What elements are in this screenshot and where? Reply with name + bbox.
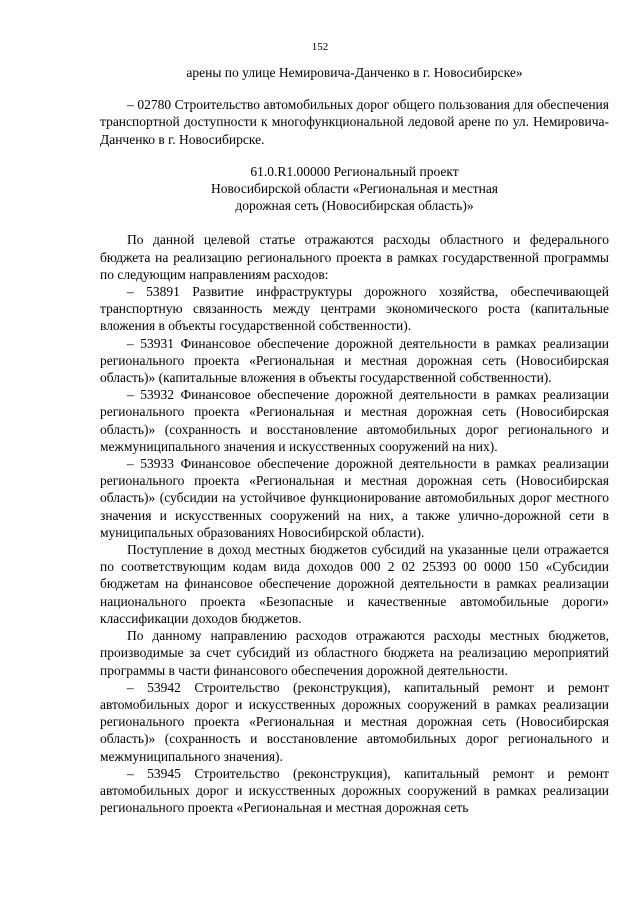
section-heading-line-1: 61.0.R1.00000 Региональный проект (250, 163, 459, 179)
paragraph-53945: – 53945 Строительство (реконструкция), капитальный ремонт и ремонт автомобильных дорог и искусственных дорожных сооружений в рамках реализации регионального проекта «Региональная и местная дорожная сеть (100, 765, 609, 816)
paragraph-53891: – 53891 Развитие инфраструктуры дорожного хозяйства, обеспечивающей транспортную связанность между центрами экономического роста (капитальные вложения в объекты государственной собственности). (100, 284, 609, 334)
paragraph-revenue: Поступление в доход местных бюджетов субсидий на указанные цели отражается по соответствующим кодам вида доходов 000 2 02 25393 00 0000 150 «Субсидии бюджетам на финансовое обеспечение дорожной деятельности в рамках реализации национального проекта «Безопасные и качественные автомобильные дороги» классификации доходов бюджетов. (100, 542, 609, 626)
section-heading (100, 163, 609, 215)
paragraph-53932: – 53932 Финансовое обеспечение дорожной деятельности в рамках реализации регионального проекта «Региональная и местная дорожная сеть (Новосибирская область)» (сохранность и восстановление автомобильных дорог регионального и межмуниципального значения и искусственных сооружений на них). (100, 387, 609, 454)
paragraph-53942: – 53942 Строительство (реконструкция), капитальный ремонт и ремонт автомобильных дорог и искусственных дорожных сооружений в рамках реализации регионального проекта «Региональная и местная дорожная сеть (Новосибирская область)» (сохранность и восстановление автомобильных дорог регионального и межмуниципального значения). (100, 679, 609, 764)
section-heading-line-2: Новосибирской области «Региональная и местная (210, 181, 499, 197)
paragraph-intro: По данной целевой статье отражаются расходы областного и федерального бюджета на реализацию регионального проекта в рамках государственной программы по следующим направлениям расходов: (100, 232, 609, 282)
paragraph-continuation: арены по улице Немировича-Данченко в г. Новосибирске» (186, 65, 523, 80)
paragraph-53933: – 53933 Финансовое обеспечение дорожной деятельности в рамках реализации регионального проекта «Региональная и местная дорожная сеть (Новосибирская область)» (субсидии на устойчивое функционирование автомобильных дорог местного значения и искусственных сооружений на них, а также улично-дорожной сети в муниципальных образованиях Новосибирской области). (100, 456, 609, 540)
paragraph-53931: – 53931 Финансовое обеспечение дорожной деятельности в рамках реализации регионального проекта «Региональная и местная дорожная сеть (Новосибирская область)» (капитальные вложения в объекты государственной собственности). (100, 335, 609, 386)
paragraph-02780: – 02780 Строительство автомобильных дорог общего пользования для обеспечения транспортной доступности к многофункциональной ледовой арене по ул. Немировича-Данченко в г. Новосибирске. (100, 97, 609, 147)
paragraph-expenses: По данному направлению расходов отражаются расходы местных бюджетов, производимые за счет субсидий из областного бюджета на реализацию мероприятий программы в части финансового обеспечения дорожной деятельности. (100, 628, 609, 678)
document-body (100, 64, 609, 816)
section-heading-line-3: дорожная сеть (Новосибирская область)» (235, 198, 474, 214)
page-number: 152 (311, 41, 329, 53)
